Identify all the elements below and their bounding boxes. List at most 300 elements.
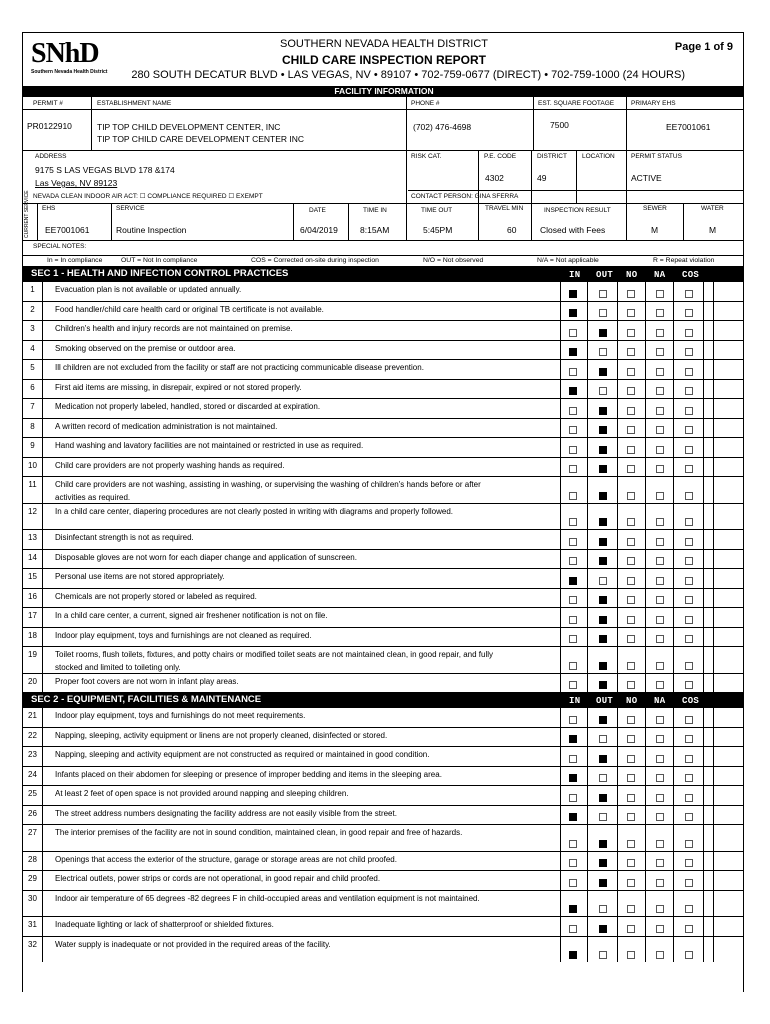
checkbox-cos[interactable]: [685, 557, 693, 565]
checkbox-cos[interactable]: [685, 329, 693, 337]
grid-line: [617, 825, 618, 851]
grid-line: [713, 708, 714, 727]
checkbox-out[interactable]: [599, 492, 607, 500]
address-line-2: Las Vegas, NV 89123: [35, 178, 118, 188]
result-label: INSPECTION RESULT: [544, 207, 611, 214]
item-description: Infants placed on their abdomen for sleeping or presence of improper bedding and items in the sleeping area.: [55, 769, 442, 779]
item-description: Inadequate lighting or lack of shatterproof or shielded fixtures.: [55, 920, 274, 929]
checkbox-out[interactable]: [599, 426, 607, 434]
result-value: Closed with Fees: [540, 225, 606, 235]
checkbox-cos[interactable]: [685, 465, 693, 473]
grid-line: [673, 608, 674, 627]
grid-line: [645, 341, 646, 360]
checkbox-in[interactable]: [569, 465, 577, 473]
grid-line: [560, 589, 561, 608]
item-number: 5: [23, 360, 43, 379]
checkbox-no[interactable]: [627, 813, 635, 821]
checkbox-no[interactable]: [627, 329, 635, 337]
checkbox-cos[interactable]: [685, 735, 693, 743]
grid-line: [587, 674, 588, 693]
checkbox-out[interactable]: [599, 538, 607, 546]
checkbox-cos[interactable]: [685, 635, 693, 643]
checkbox-na[interactable]: [656, 755, 664, 763]
checkbox-na[interactable]: [656, 387, 664, 395]
checkbox-out[interactable]: [599, 681, 607, 689]
checkbox-in[interactable]: [569, 518, 577, 526]
grid-line: [713, 550, 714, 569]
establishment-name-2: TIP TOP CHILD CARE DEVELOPMENT CENTER INC: [97, 134, 305, 144]
clean-air-act: NEVADA CLEAN INDOOR AIR ACT: ☐ COMPLIANCE REQUIRED ☐ EXEMPT: [33, 193, 263, 200]
item-description: First aid items are missing, in disrepair, expired or not stored properly.: [55, 382, 302, 392]
checkbox-cos[interactable]: [685, 426, 693, 434]
item-number: 2: [23, 302, 43, 321]
item-description: A written record of medication administration is not maintained.: [55, 421, 278, 431]
checklist-row: [23, 627, 744, 647]
checkbox-in[interactable]: [569, 329, 577, 337]
checkbox-in[interactable]: [569, 813, 577, 821]
checkbox-out[interactable]: [599, 840, 607, 848]
time-in-label: TIME IN: [363, 207, 387, 214]
checkbox-no[interactable]: [627, 596, 635, 604]
item-number: 1: [23, 282, 43, 301]
grid-line: [713, 477, 714, 503]
grid-line: [645, 825, 646, 851]
grid-line: [560, 321, 561, 340]
checkbox-out[interactable]: [599, 290, 607, 298]
checkbox-in[interactable]: [569, 309, 577, 317]
checkbox-out[interactable]: [599, 905, 607, 913]
checkbox-out[interactable]: [599, 662, 607, 670]
checkbox-no[interactable]: [627, 518, 635, 526]
grid-line: [617, 302, 618, 321]
checkbox-no[interactable]: [627, 905, 635, 913]
checkbox-na[interactable]: [656, 596, 664, 604]
checkbox-cos[interactable]: [685, 716, 693, 724]
checklist-row: [23, 588, 744, 608]
checkbox-cos[interactable]: [685, 951, 693, 959]
checkbox-out[interactable]: [599, 735, 607, 743]
grid-line: [645, 708, 646, 727]
checkbox-out[interactable]: [599, 329, 607, 337]
item-number: 24: [23, 767, 43, 786]
item-description: At least 2 feet of open space is not provided around napping and sleeping children.: [55, 789, 349, 798]
checkbox-no[interactable]: [627, 538, 635, 546]
grid-line: [645, 647, 646, 673]
grid-line: [673, 628, 674, 647]
item-number: 22: [23, 728, 43, 747]
grid-line: [560, 891, 561, 917]
checkbox-in[interactable]: [569, 290, 577, 298]
checkbox-no[interactable]: [627, 290, 635, 298]
grid-line: [645, 438, 646, 457]
grid-line: [713, 419, 714, 438]
checkbox-out[interactable]: [599, 716, 607, 724]
grid-line: [617, 937, 618, 963]
checkbox-out[interactable]: [599, 813, 607, 821]
grid-line: [673, 747, 674, 766]
grid-line: [673, 419, 674, 438]
grid-line: [713, 458, 714, 477]
grid-line: [673, 399, 674, 418]
checkbox-na[interactable]: [656, 538, 664, 546]
grid-line: [617, 786, 618, 805]
grid-line: [713, 530, 714, 549]
checkbox-na[interactable]: [656, 716, 664, 724]
checkbox-na[interactable]: [656, 557, 664, 565]
checkbox-cos[interactable]: [685, 596, 693, 604]
checkbox-cos[interactable]: [685, 859, 693, 867]
checkbox-out[interactable]: [599, 951, 607, 959]
checklist-row: [23, 785, 744, 805]
grid-line: [703, 302, 704, 321]
checkbox-out[interactable]: [599, 596, 607, 604]
grid-line: [645, 419, 646, 438]
checkbox-cos[interactable]: [685, 813, 693, 821]
checkbox-no[interactable]: [627, 577, 635, 585]
checkbox-no[interactable]: [627, 557, 635, 565]
grid-line: [703, 589, 704, 608]
pe-code-label: P.E. CODE: [484, 153, 517, 160]
checkbox-out[interactable]: [599, 859, 607, 867]
item-description: Hand washing and lavatory facilities are not maintained or restricted in use as required.: [55, 441, 364, 450]
ehs-value: EE7001061: [45, 225, 90, 235]
grid-line: [617, 341, 618, 360]
checkbox-cos[interactable]: [685, 755, 693, 763]
checkbox-cos[interactable]: [685, 348, 693, 356]
checkbox-out[interactable]: [599, 557, 607, 565]
grid-line: [587, 589, 588, 608]
checkbox-in[interactable]: [569, 387, 577, 395]
grid-line: [560, 438, 561, 457]
grid-line: [703, 767, 704, 786]
checkbox-na[interactable]: [656, 309, 664, 317]
checkbox-in[interactable]: [569, 557, 577, 565]
checkbox-no[interactable]: [627, 681, 635, 689]
grid-line: [703, 825, 704, 851]
grid-line: [703, 360, 704, 379]
permit-status-label: PERMIT STATUS: [631, 153, 682, 160]
checkbox-no[interactable]: [627, 465, 635, 473]
checkbox-out[interactable]: [599, 368, 607, 376]
checkbox-out[interactable]: [599, 465, 607, 473]
grid-line: [645, 569, 646, 588]
checklist-row: [23, 746, 744, 766]
grid-line: [673, 477, 674, 503]
grid-line: [713, 937, 714, 963]
grid-line: [673, 589, 674, 608]
water-label: WATER: [701, 205, 724, 212]
legend-cos: COS = Corrected on-site during inspection: [251, 257, 379, 264]
checkbox-na[interactable]: [656, 662, 664, 670]
checkbox-na[interactable]: [656, 426, 664, 434]
checkbox-no[interactable]: [627, 755, 635, 763]
checkbox-cos[interactable]: [685, 446, 693, 454]
checkbox-na[interactable]: [656, 635, 664, 643]
checkbox-cos[interactable]: [685, 518, 693, 526]
checkbox-cos[interactable]: [685, 492, 693, 500]
grid-line: [703, 321, 704, 340]
checkbox-cos[interactable]: [685, 662, 693, 670]
checkbox-no[interactable]: [627, 635, 635, 643]
checkbox-na[interactable]: [656, 840, 664, 848]
grid-line: [560, 628, 561, 647]
grid-line: [713, 341, 714, 360]
grid-line: [645, 589, 646, 608]
grid-line: [617, 728, 618, 747]
checkbox-na[interactable]: [656, 879, 664, 887]
checkbox-cos[interactable]: [685, 681, 693, 689]
checkbox-na[interactable]: [656, 407, 664, 415]
checkbox-in[interactable]: [569, 681, 577, 689]
checkbox-na[interactable]: [656, 329, 664, 337]
checkbox-no[interactable]: [627, 662, 635, 670]
checkbox-out[interactable]: [599, 925, 607, 933]
checkbox-in[interactable]: [569, 951, 577, 959]
checkbox-no[interactable]: [627, 735, 635, 743]
checkbox-na[interactable]: [656, 681, 664, 689]
grid-line: [703, 477, 704, 503]
grid-line: [673, 674, 674, 693]
checkbox-na[interactable]: [656, 774, 664, 782]
grid-line: [713, 728, 714, 747]
checkbox-no[interactable]: [627, 407, 635, 415]
checkbox-out[interactable]: [599, 616, 607, 624]
grid-line: [560, 786, 561, 805]
item-description: Indoor play equipment, toys and furnishings do not meet requirements.: [55, 711, 306, 720]
establishment-name-1: TIP TOP CHILD DEVELOPMENT CENTER, INC: [97, 122, 281, 132]
grid-line: [673, 767, 674, 786]
grid-line: [703, 419, 704, 438]
grid-line: [587, 937, 588, 963]
checkbox-out[interactable]: [599, 755, 607, 763]
checkbox-in[interactable]: [569, 368, 577, 376]
item-number: 31: [23, 917, 43, 936]
legend-no: N/O = Not observed: [423, 257, 484, 264]
checkbox-in[interactable]: [569, 925, 577, 933]
checkbox-out[interactable]: [599, 387, 607, 395]
checkbox-out[interactable]: [599, 577, 607, 585]
item-number: 8: [23, 419, 43, 438]
checkbox-no[interactable]: [627, 426, 635, 434]
checkbox-cos[interactable]: [685, 774, 693, 782]
item-number: 10: [23, 458, 43, 477]
checklist-row: [23, 476, 744, 503]
checkbox-na[interactable]: [656, 616, 664, 624]
grid-line: [617, 569, 618, 588]
checkbox-in[interactable]: [569, 635, 577, 643]
checkbox-in[interactable]: [569, 794, 577, 802]
checkbox-out[interactable]: [599, 879, 607, 887]
checkbox-cos[interactable]: [685, 616, 693, 624]
grid-line: [713, 917, 714, 936]
checkbox-cos[interactable]: [685, 794, 693, 802]
item-number: 3: [23, 321, 43, 340]
grid-line: [645, 917, 646, 936]
item-description: Napping, sleeping, activity equipment or linens are not properly cleaned, disinfected or stored.: [55, 730, 388, 740]
checkbox-cos[interactable]: [685, 577, 693, 585]
grid-line: [617, 608, 618, 627]
permit-label: PERMIT #: [33, 100, 63, 107]
checkbox-no[interactable]: [627, 859, 635, 867]
grid-line: [645, 321, 646, 340]
checkbox-na[interactable]: [656, 290, 664, 298]
grid-line: [703, 550, 704, 569]
checkbox-no[interactable]: [627, 492, 635, 500]
checkbox-cos[interactable]: [685, 368, 693, 376]
checkbox-no[interactable]: [627, 774, 635, 782]
grid-line: [703, 937, 704, 963]
checkbox-out[interactable]: [599, 518, 607, 526]
grid-line: [703, 708, 704, 727]
checkbox-cos[interactable]: [685, 290, 693, 298]
grid-line: [645, 399, 646, 418]
checkbox-in[interactable]: [569, 859, 577, 867]
grid-line: [673, 302, 674, 321]
checkbox-no[interactable]: [627, 616, 635, 624]
column-header-na: NA: [654, 696, 666, 706]
checkbox-na[interactable]: [656, 905, 664, 913]
checkbox-cos[interactable]: [685, 538, 693, 546]
checkbox-in[interactable]: [569, 492, 577, 500]
checkbox-na[interactable]: [656, 925, 664, 933]
checkbox-in[interactable]: [569, 840, 577, 848]
checkbox-cos[interactable]: [685, 309, 693, 317]
checkbox-na[interactable]: [656, 518, 664, 526]
checkbox-out[interactable]: [599, 774, 607, 782]
checkbox-in[interactable]: [569, 407, 577, 415]
grid-line: [587, 806, 588, 825]
checkbox-na[interactable]: [656, 794, 664, 802]
checkbox-in[interactable]: [569, 905, 577, 913]
grid-line: [560, 550, 561, 569]
checkbox-in[interactable]: [569, 538, 577, 546]
checkbox-in[interactable]: [569, 426, 577, 434]
checkbox-na[interactable]: [656, 465, 664, 473]
water-value: M: [709, 225, 717, 235]
checkbox-no[interactable]: [627, 951, 635, 959]
agency-address: 280 SOUTH DECATUR BLVD • LAS VEGAS, NV • 89107 • 702-759-0677 (DIRECT) • 702-759-1000 (24 HOURS): [131, 69, 685, 81]
grid-line: [560, 767, 561, 786]
checkbox-na[interactable]: [656, 951, 664, 959]
checkbox-cos[interactable]: [685, 879, 693, 887]
legend-in: In = In compliance: [47, 257, 103, 264]
checkbox-na[interactable]: [656, 735, 664, 743]
checkbox-in[interactable]: [569, 446, 577, 454]
item-number: 18: [23, 628, 43, 647]
checkbox-in[interactable]: [569, 577, 577, 585]
address-label: ADDRESS: [35, 153, 67, 160]
checkbox-cos[interactable]: [685, 905, 693, 913]
checkbox-na[interactable]: [656, 348, 664, 356]
item-description: The street address numbers designating the facility address are not easily visible from the street.: [55, 808, 397, 818]
grid-line: [645, 302, 646, 321]
checklist-row: [23, 529, 744, 549]
risk-label: RISK CAT.: [411, 153, 442, 160]
checkbox-no[interactable]: [627, 309, 635, 317]
grid-line: [673, 458, 674, 477]
checkbox-na[interactable]: [656, 368, 664, 376]
checkbox-in[interactable]: [569, 596, 577, 604]
grid-line: [645, 628, 646, 647]
grid-line: [560, 380, 561, 399]
agency-name: SOUTHERN NEVADA HEALTH DISTRICT: [279, 38, 488, 50]
item-number: 23: [23, 747, 43, 766]
grid-line: [587, 608, 588, 627]
checkbox-in[interactable]: [569, 348, 577, 356]
checkbox-no[interactable]: [627, 716, 635, 724]
checkbox-cos[interactable]: [685, 840, 693, 848]
checkbox-no[interactable]: [627, 446, 635, 454]
item-number: 15: [23, 569, 43, 588]
grid-line: [645, 282, 646, 301]
checkbox-in[interactable]: [569, 616, 577, 624]
checkbox-no[interactable]: [627, 348, 635, 356]
checkbox-in[interactable]: [569, 879, 577, 887]
checkbox-out[interactable]: [599, 446, 607, 454]
checklist-row: [23, 766, 744, 786]
checkbox-in[interactable]: [569, 755, 577, 763]
checkbox-cos[interactable]: [685, 387, 693, 395]
grid-line: [617, 360, 618, 379]
checkbox-na[interactable]: [656, 446, 664, 454]
checkbox-no[interactable]: [627, 840, 635, 848]
checkbox-na[interactable]: [656, 492, 664, 500]
checkbox-no[interactable]: [627, 925, 635, 933]
checkbox-no[interactable]: [627, 368, 635, 376]
checkbox-na[interactable]: [656, 859, 664, 867]
grid-line: [673, 321, 674, 340]
grid-line: [617, 647, 618, 673]
report-title: CHILD CARE INSPECTION REPORT: [281, 53, 486, 67]
grid-line: [617, 708, 618, 727]
checkbox-na[interactable]: [656, 813, 664, 821]
checklist-row: [23, 320, 744, 340]
grid-line: [673, 360, 674, 379]
checkbox-cos[interactable]: [685, 407, 693, 415]
grid-line: [617, 380, 618, 399]
checkbox-out[interactable]: [599, 309, 607, 317]
grid-line: [617, 282, 618, 301]
checkbox-no[interactable]: [627, 879, 635, 887]
grid-line: [560, 708, 561, 727]
item-description: Indoor play equipment, toys and furnishings are not cleaned as required.: [55, 630, 312, 640]
checkbox-out[interactable]: [599, 348, 607, 356]
item-number: 17: [23, 608, 43, 627]
grid-line: [617, 891, 618, 917]
grid-line: [703, 608, 704, 627]
time-in-value: 8:15AM: [360, 225, 390, 235]
grid-line: [703, 871, 704, 890]
grid-line: [713, 871, 714, 890]
checkbox-in[interactable]: [569, 662, 577, 670]
checkbox-no[interactable]: [627, 794, 635, 802]
grid-line: [587, 282, 588, 301]
sewer-value: M: [651, 225, 659, 235]
checkbox-out[interactable]: [599, 635, 607, 643]
grid-line: [560, 806, 561, 825]
checkbox-na[interactable]: [656, 577, 664, 585]
item-number: 21: [23, 708, 43, 727]
checkbox-in[interactable]: [569, 735, 577, 743]
checkbox-out[interactable]: [599, 407, 607, 415]
checkbox-out[interactable]: [599, 794, 607, 802]
checkbox-cos[interactable]: [685, 925, 693, 933]
checkbox-in[interactable]: [569, 716, 577, 724]
grid-line: [645, 550, 646, 569]
grid-line: [673, 937, 674, 963]
checkbox-no[interactable]: [627, 387, 635, 395]
checkbox-in[interactable]: [569, 774, 577, 782]
